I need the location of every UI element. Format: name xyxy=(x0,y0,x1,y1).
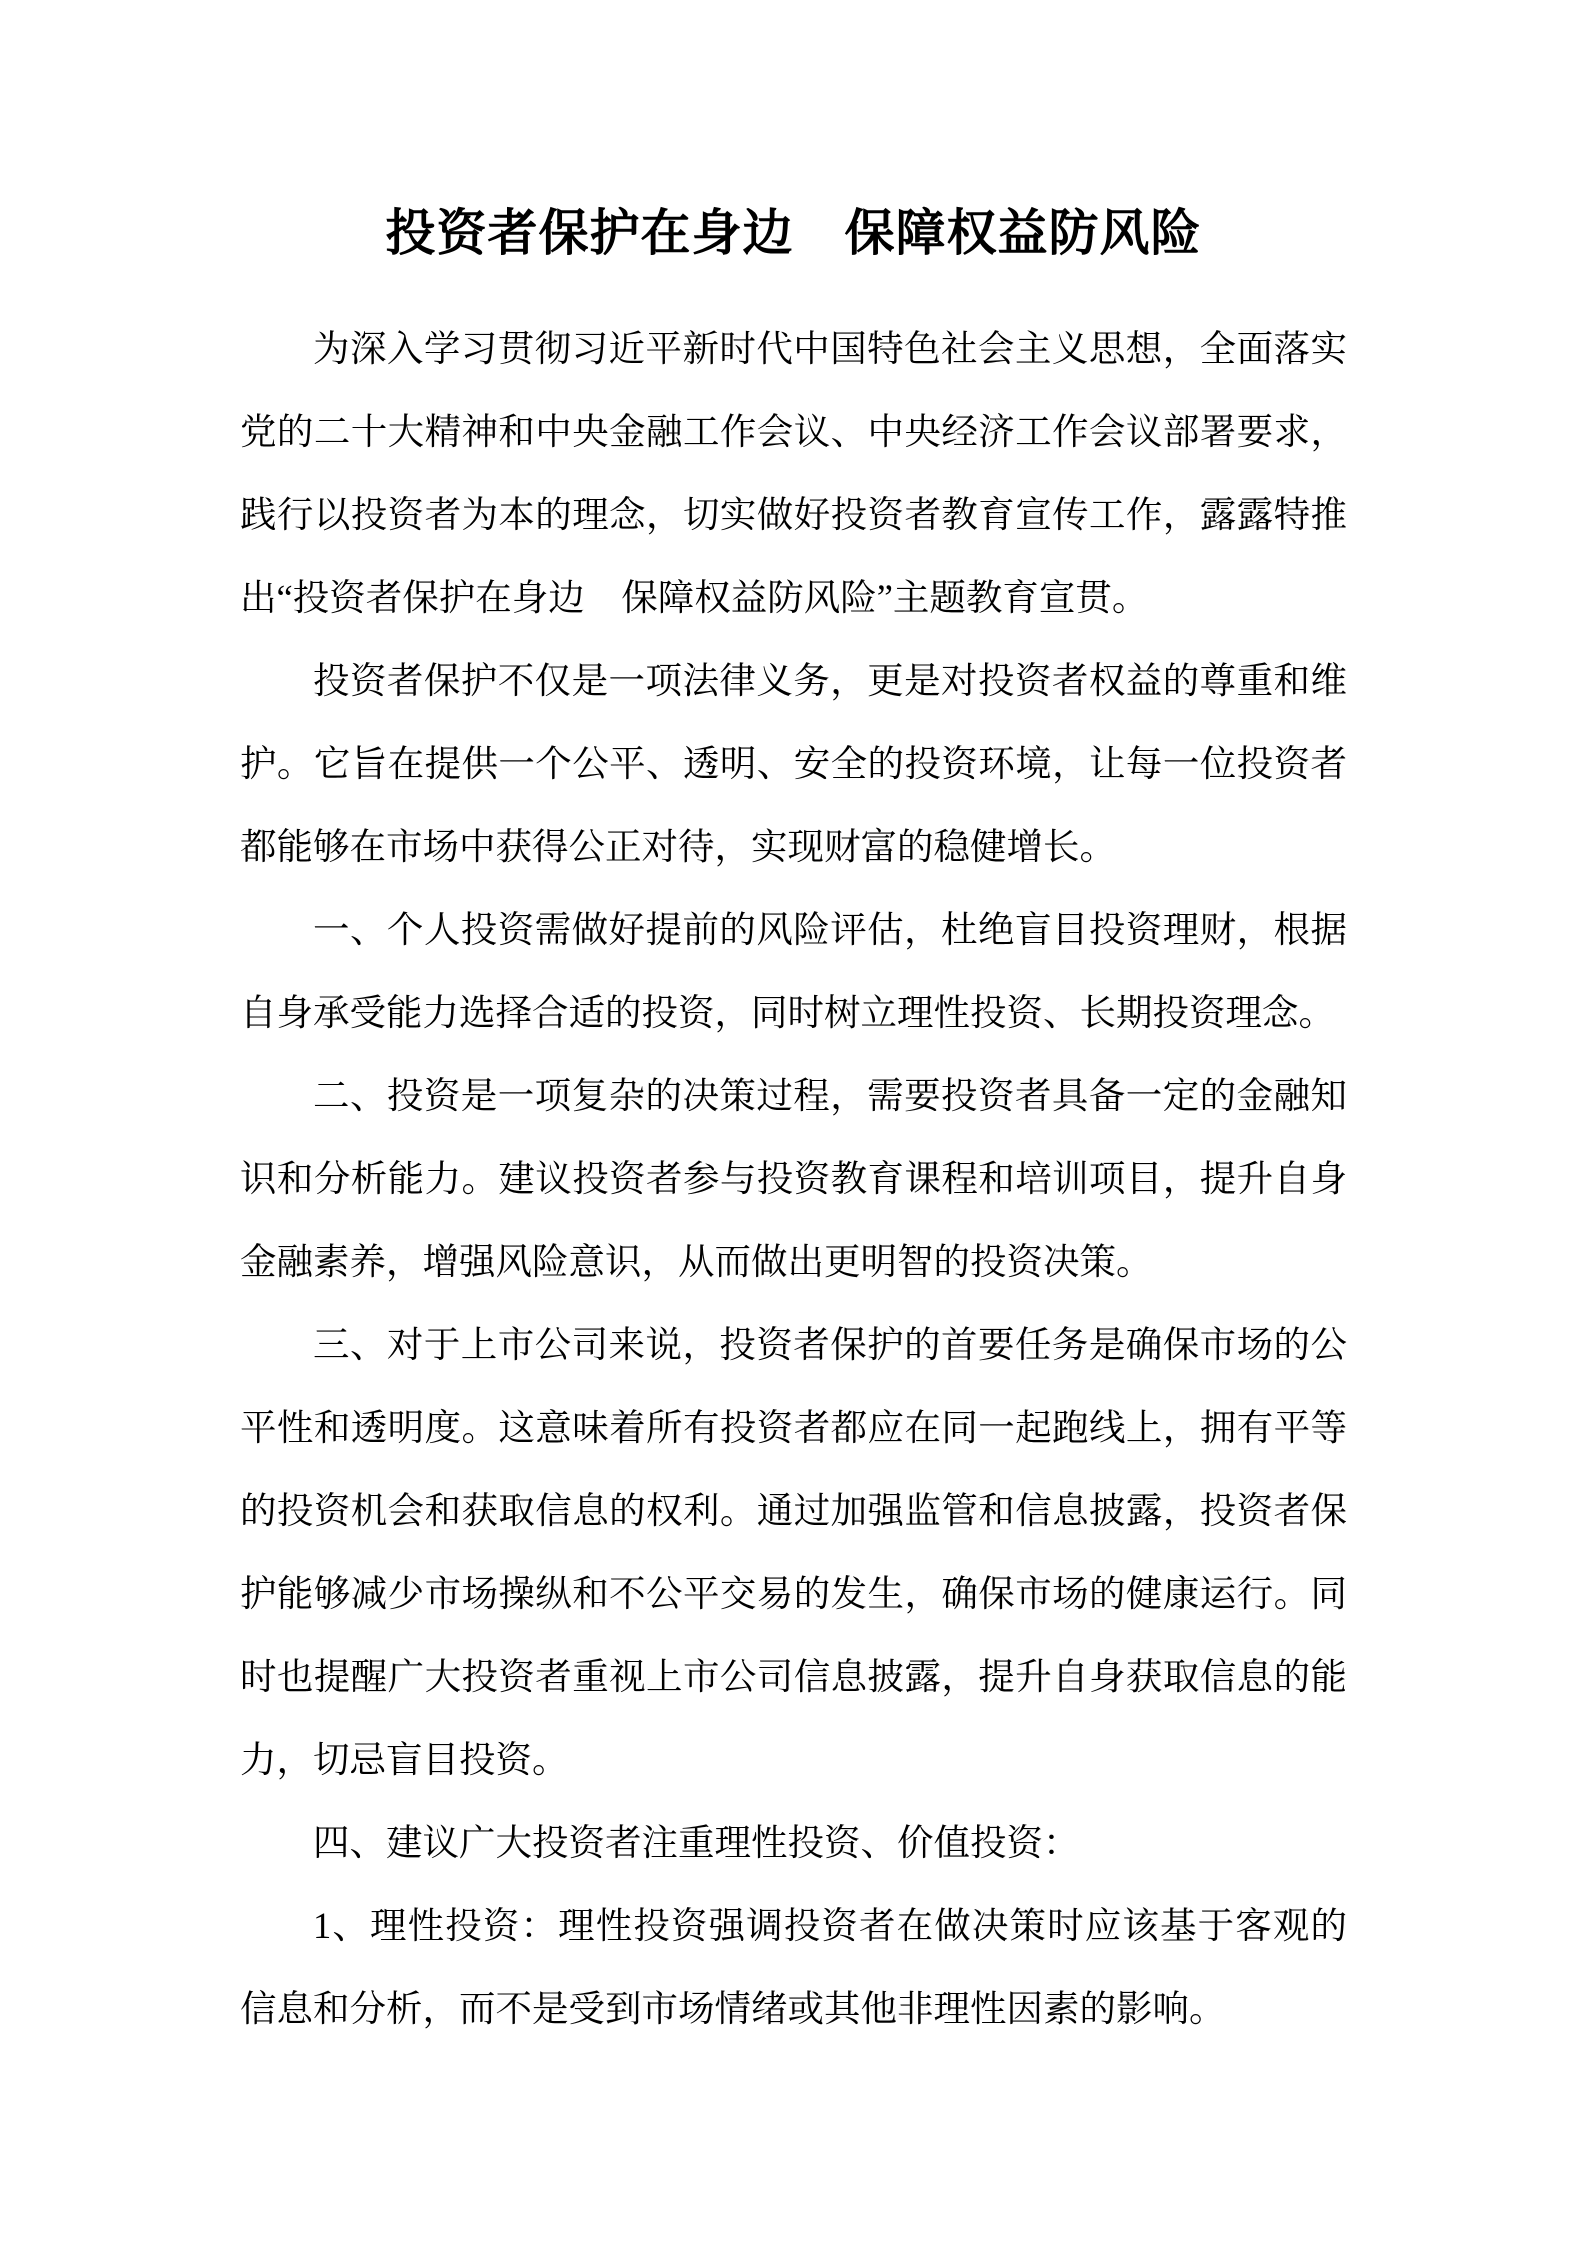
paragraph: 为深入学习贯彻习近平新时代中国特色社会主义思想，全面落实党的二十大精神和中央金融工作会议、中央经济工作会议部署要求，践行以投资者为本的理念，切实做好投资者教育宣传工作，露露特推出“投资者保护在身边 保障权益防风险”主题教育宣贯。 xyxy=(240,328,1347,618)
paragraph: 三、对于上市公司来说，投资者保护的首要任务是确保市场的公平性和透明度。这意味着所有投资者都应在同一起跑线上，拥有平等的投资机会和获取信息的权利。通过加强监管和信息披露，投资者保护能够减少市场操纵和不公平交易的发生，确保市场的健康运行。同时也提醒广大投资者重视上市公司信息披露，提升自身获取信息的能力，切忌盲目投资。 xyxy=(240,1324,1347,1780)
paragraph: 投资者保护不仅是一项法律义务，更是对投资者权益的尊重和维护。它旨在提供一个公平、透明、安全的投资环境，让每一位投资者都能够在市场中获得公正对待，实现财富的稳健增长。 xyxy=(240,660,1347,867)
paragraph: 四、建议广大投资者注重理性投资、价值投资： xyxy=(313,1822,1080,1863)
document-body xyxy=(240,307,1347,2050)
paragraph: 一、个人投资需做好提前的风险评估，杜绝盲目投资理财，根据自身承受能力选择合适的投资，同时树立理性投资、长期投资理念。 xyxy=(240,909,1347,1033)
paragraph: 1、理性投资：理性投资强调投资者在做决策时应该基于客观的信息和分析，而不是受到市场情绪或其他非理性因素的影响。 xyxy=(240,1905,1347,2029)
document-title: 投资者保护在身边 保障权益防风险 xyxy=(385,205,1202,261)
paragraph: 二、投资是一项复杂的决策过程，需要投资者具备一定的金融知识和分析能力。建议投资者参与投资教育课程和培训项目，提升自身金融素养，增强风险意识，从而做出更明智的投资决策。 xyxy=(240,1075,1347,1282)
